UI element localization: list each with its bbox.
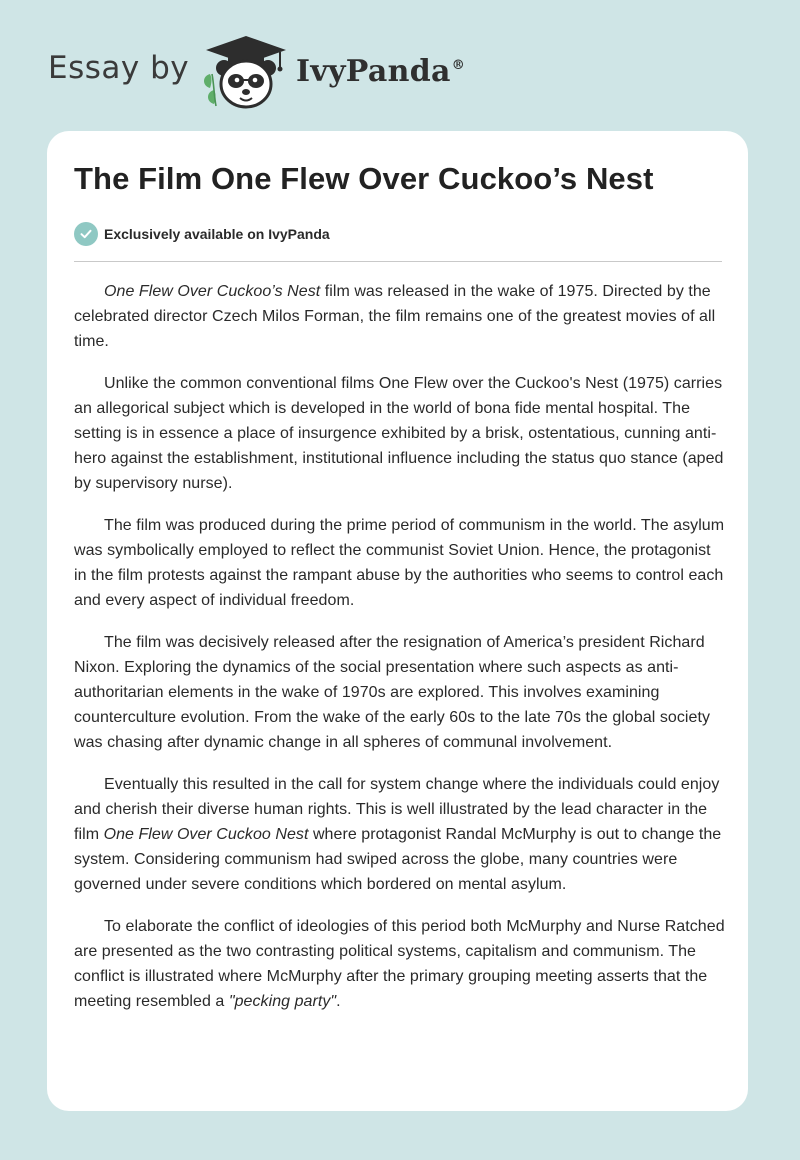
film-title-italic: One Flew Over Cuckoo’s Nest [104,283,321,300]
essay-card [47,131,748,1111]
paragraph-4: The film was decisively released after the resignation of America’s president Richard Nixon. Exploring the dynamics of the social presentation where such aspects as anti-authoritarian elements in the wake of 1970s are explored. This involves examining counterculture evolution. From the wake of the early 60s to the late 70s the global society was chasing after dynamic change in all spheres of communal involvement. [74,634,711,751]
film-title-italic: One Flew Over Cuckoo Nest [103,826,309,843]
ivypanda-logo[interactable] [200,34,292,110]
brand-name-text: IvyPanda [296,54,451,89]
site-header [0,0,800,130]
paragraph-5-after: where protagonist Randal McMurphy is out to change the system. Considering communism had swiped across the globe, many countries were governed under severe conditions which bordered on mental asylum. [74,826,722,893]
brand-name [296,54,465,89]
panda-graduate-icon [200,34,292,110]
exclusive-badge [74,221,330,247]
quote-italic: "pecking party" [228,993,337,1010]
check-circle-icon [74,222,98,246]
exclusive-label: Exclusively available on IvyPanda [104,226,330,242]
paragraph-2: Unlike the common conventional films One Flew over the Cuckoo's Nest (1975) carries an allegorical subject which is developed in the world of bona fide mental hospital. The setting is in essence a place of insurgence exhibited by a brisk, ostentatious, cunning anti-hero against the establishment, institutional influence including the status quo stance (aped by supervisory nurse). [74,375,724,492]
registered-mark: ® [451,58,466,73]
essay-body [74,279,726,1031]
paragraph-3: The film was produced during the prime period of communism in the world. The asylum was symbolically employed to reflect the communist Soviet Union. Hence, the protagonist in the film protests against the rampant abuse by the authorities who seems to control each and every aspect of individual freedom. [74,517,725,609]
essay-title: The Film One Flew Over Cuckoo’s Nest [74,161,654,196]
brand-prefix: Essay by [48,50,190,86]
paragraph-1-text: film was released in the wake of 1975. Directed by the celebrated director Czech Milos Forman, the film remains one of the greatest movies of all time. [74,283,716,350]
paragraph-5 [74,772,726,897]
paragraph-1 [74,279,726,354]
divider [74,261,722,262]
paragraph-6 [74,914,726,1014]
paragraph-6-after: . [336,993,341,1010]
paragraph-6-before: To elaborate the conflict of ideologies of this period both McMurphy and Nurse Ratched are presented as the two contrasting political systems, capitalism and communism. The conflict is illustrated where McMurphy after the primary grouping meeting asserts that the meeting resembled a [74,918,725,1010]
paragraph-5-before: Eventually this resulted in the call for system change where the individuals could enjoy and cherish their diverse human rights. This is well illustrated by the lead character in the film [74,776,720,843]
